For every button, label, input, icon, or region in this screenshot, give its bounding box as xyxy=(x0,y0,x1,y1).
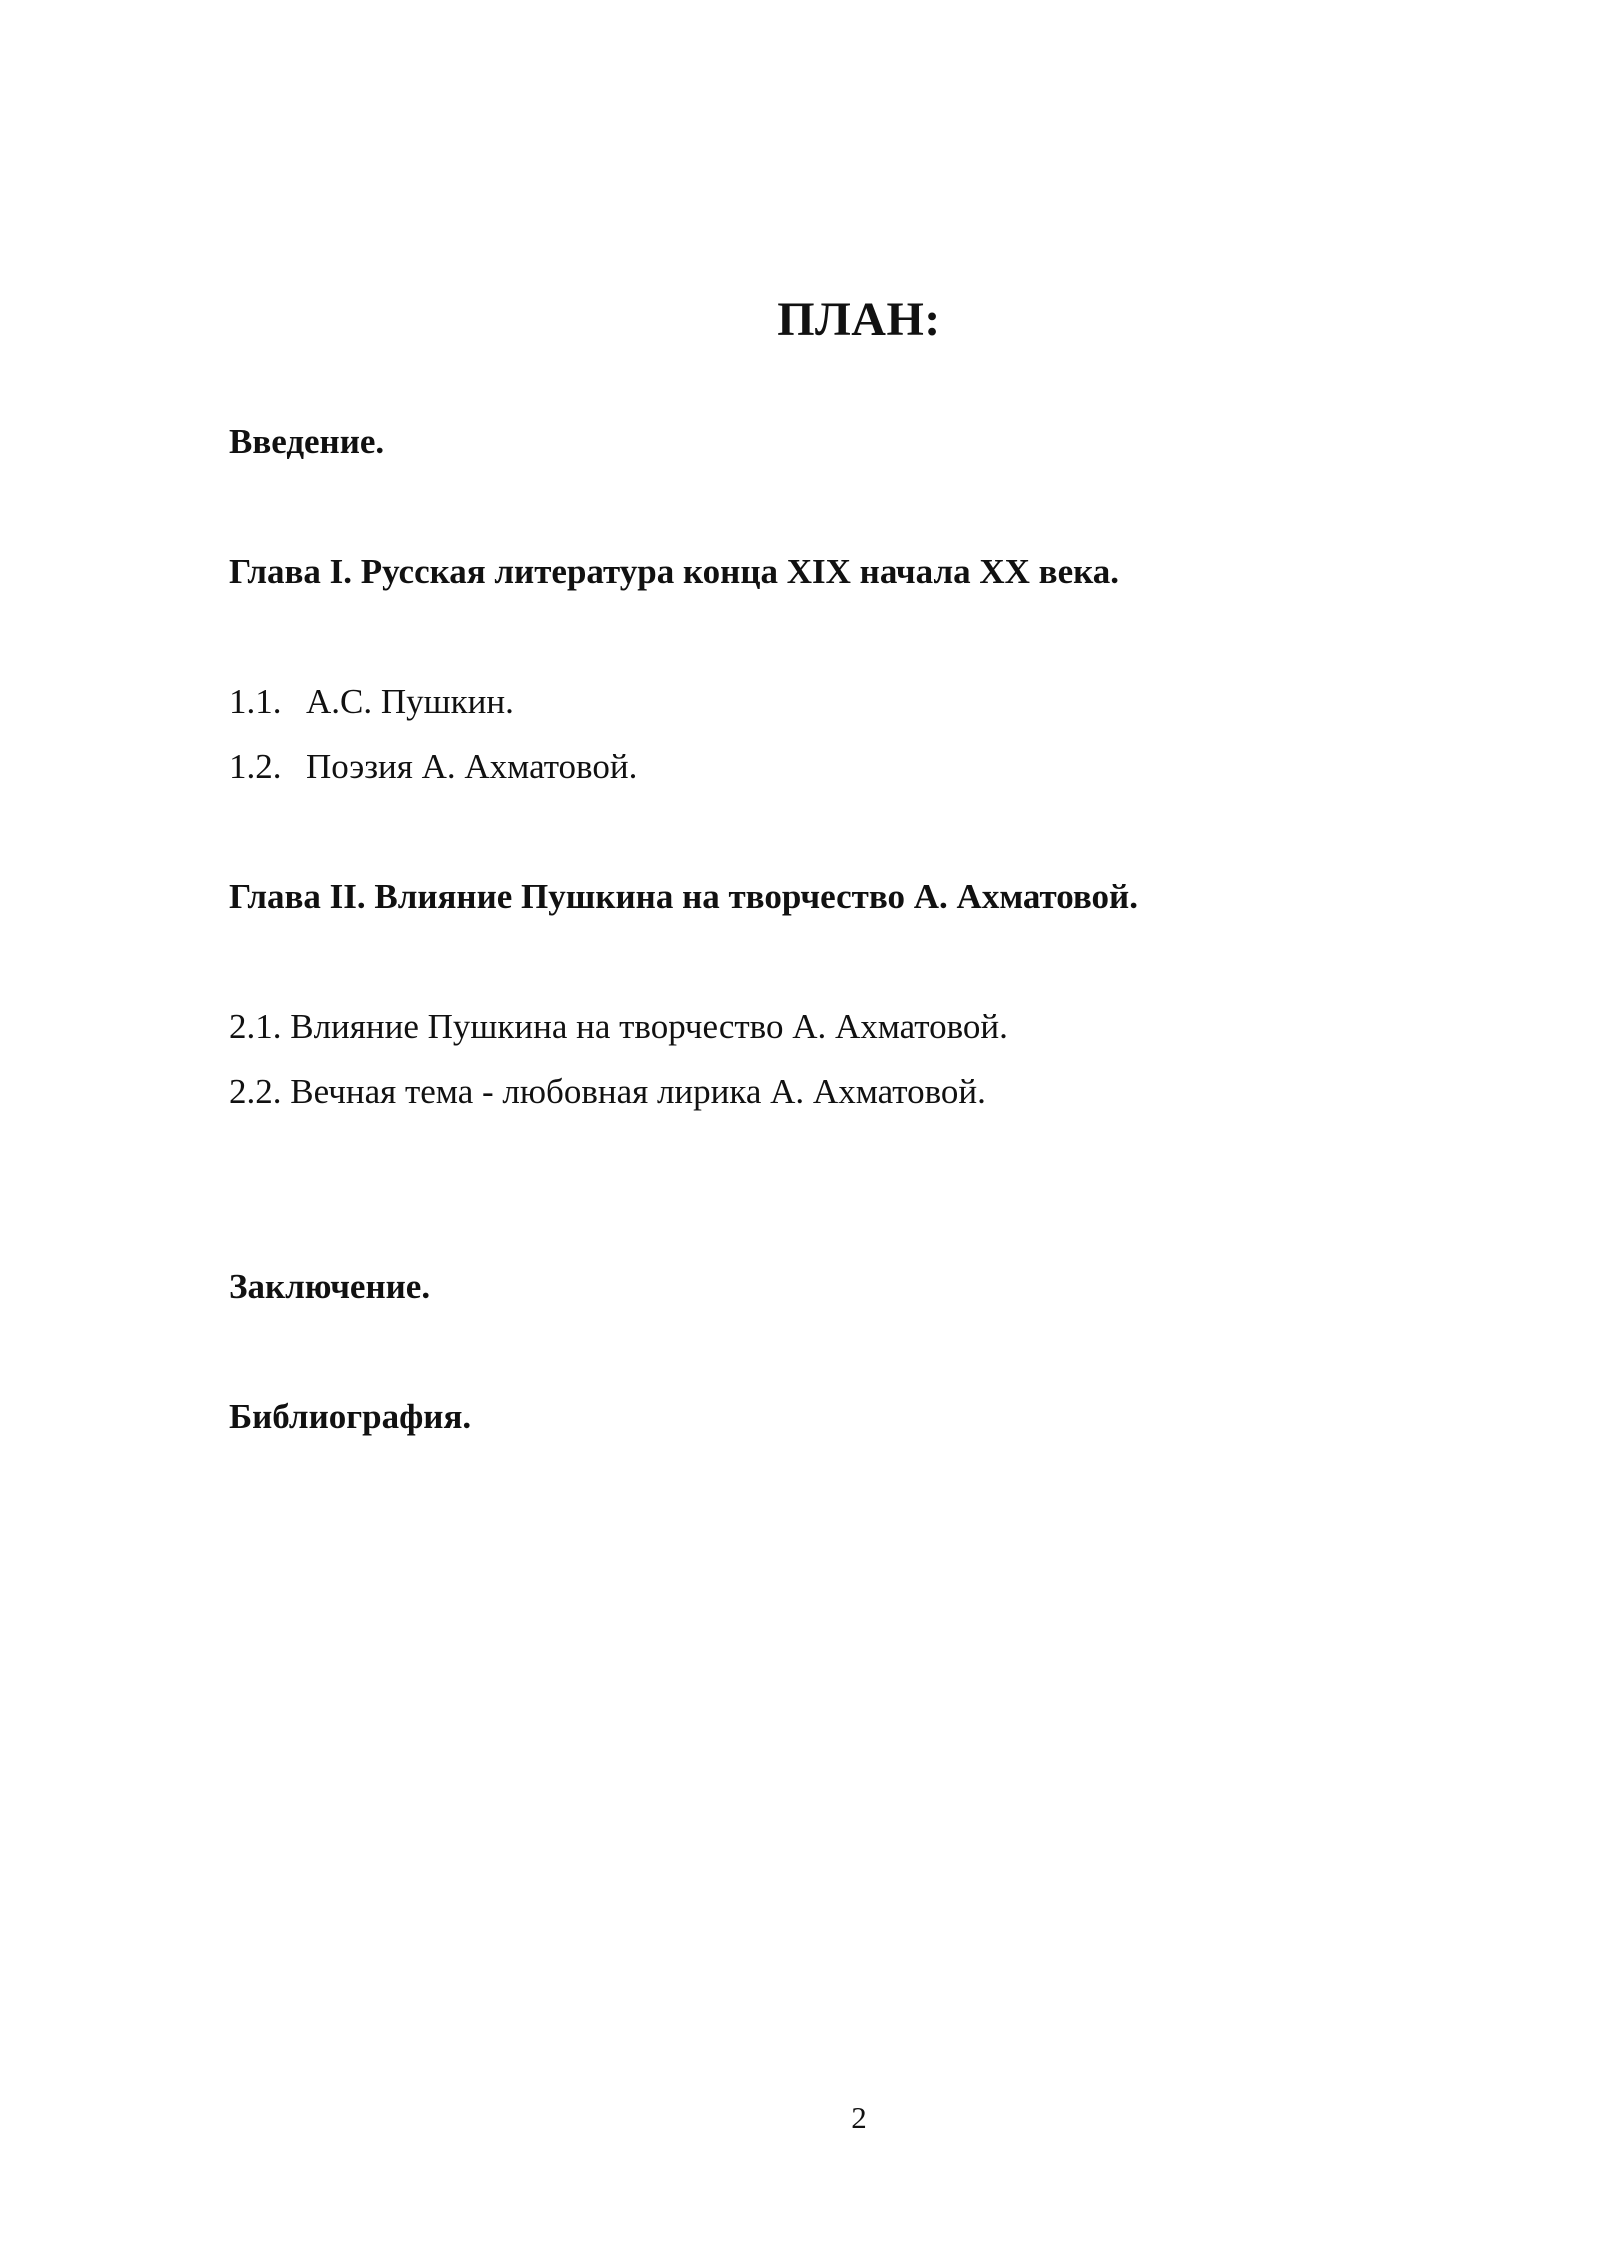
section-2-2 xyxy=(229,1070,986,1114)
section-number: 1.1. xyxy=(229,682,282,721)
conclusion-heading: Заключение. xyxy=(229,1267,431,1306)
section-text: Вечная тема - любовная лирика А. Ахматовой. xyxy=(290,1072,986,1111)
bibliography-heading: Библиография. xyxy=(229,1397,472,1436)
section-2-1 xyxy=(229,1005,1008,1049)
section-text: А.С. Пушкин. xyxy=(306,682,514,721)
section-text: Поэзия А. Ахматовой. xyxy=(306,747,638,786)
page-number: 2 xyxy=(851,2100,867,2135)
page-title: ПЛАН: xyxy=(777,293,941,346)
section-number: 2.2. xyxy=(229,1072,282,1111)
chapter-2-heading: Глава II. Влияние Пушкина на творчество А. Ахматовой. xyxy=(229,877,1138,916)
section-text: Влияние Пушкина на творчество А. Ахматовой. xyxy=(290,1007,1008,1046)
section-1-2 xyxy=(229,745,637,789)
introduction-heading: Введение. xyxy=(229,422,385,461)
section-number: 2.1. xyxy=(229,1007,282,1046)
chapter-1-heading: Глава I. Русская литература конца XIX начала XX века. xyxy=(229,552,1119,591)
section-1-1 xyxy=(229,680,514,724)
section-number: 1.2. xyxy=(229,747,282,786)
